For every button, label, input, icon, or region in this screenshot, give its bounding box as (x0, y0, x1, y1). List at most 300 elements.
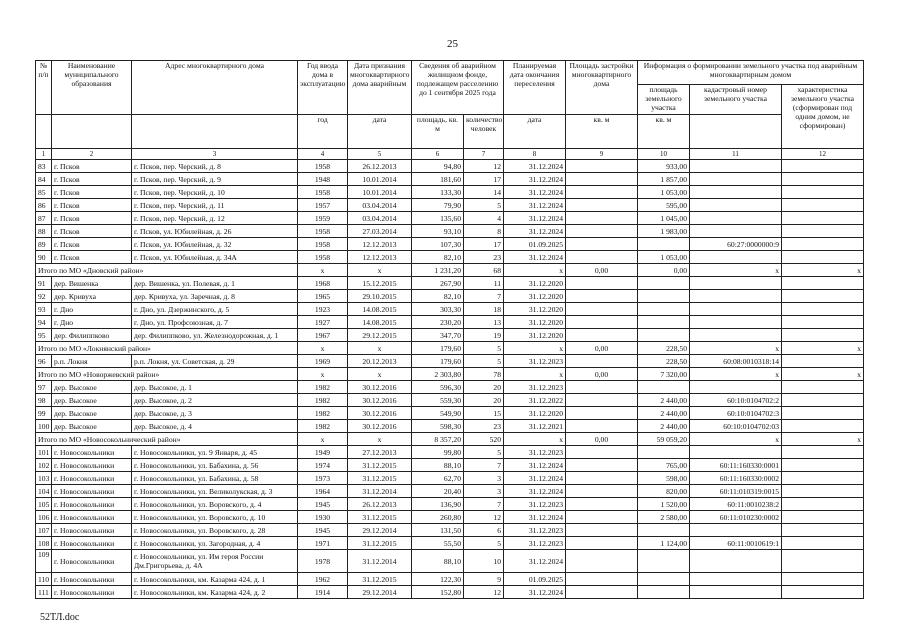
table-cell: 5 (464, 446, 504, 459)
table-cell (782, 407, 864, 420)
table-cell (566, 472, 638, 485)
subtotal-cell: x (504, 368, 566, 381)
table-cell (566, 511, 638, 524)
table-cell (690, 573, 782, 586)
table-cell (566, 329, 638, 342)
table-cell: г. Псков, ул. Юбилейная, д. 32 (132, 238, 298, 251)
table-cell (690, 212, 782, 225)
table-cell: 5 (464, 199, 504, 212)
table-cell: 27.03.2014 (348, 225, 412, 238)
subtotal-cell: 59 059,20 (638, 433, 690, 446)
table-cell: 12.12.2013 (348, 251, 412, 264)
table-cell (690, 316, 782, 329)
table-cell: 5 (464, 355, 504, 368)
table-cell: 29.12.2015 (348, 329, 412, 342)
table-cell (782, 394, 864, 407)
table-cell: 31.12.2024 (504, 212, 566, 225)
table-row (36, 394, 864, 407)
subtotal-cell: x (782, 264, 864, 277)
subtotal-cell: x (298, 264, 348, 277)
table-cell: 1957 (298, 199, 348, 212)
table-cell (782, 485, 864, 498)
table-cell (782, 511, 864, 524)
table-cell (566, 537, 638, 550)
table-body (36, 160, 864, 599)
table-cell: 31.12.2021 (504, 420, 566, 433)
table-cell: 17 (464, 173, 504, 186)
table-cell: г. Псков, пер. Черский, д. 9 (132, 173, 298, 186)
table-cell: 1 520,00 (638, 498, 690, 511)
table-cell (782, 316, 864, 329)
table-cell: 31.12.2024 (504, 472, 566, 485)
header-date: дата (348, 115, 412, 149)
table-cell (638, 277, 690, 290)
table-cell: г. Псков, пер. Черский, д. 10 (132, 186, 298, 199)
table-cell: 31.12.2020 (504, 303, 566, 316)
subtotal-cell: x (504, 264, 566, 277)
table-cell (690, 160, 782, 173)
table-cell (690, 381, 782, 394)
table-cell: 31.12.2024 (504, 511, 566, 524)
table-cell: 31.12.2024 (504, 550, 566, 573)
table-cell: 31.12.2022 (504, 394, 566, 407)
table-cell: 8 (464, 225, 504, 238)
header-year-built: Год ввода дома в эксплуатацию (298, 61, 348, 115)
table-cell: 152,80 (412, 586, 464, 599)
table-cell: дер. Вишенка (52, 277, 132, 290)
subtotal-row (36, 342, 864, 355)
table-row (36, 173, 864, 186)
table-cell: г. Дно (52, 303, 132, 316)
table-cell: 765,00 (638, 459, 690, 472)
table-cell (690, 277, 782, 290)
table-cell: 31.12.2023 (504, 498, 566, 511)
table-cell (690, 173, 782, 186)
table-cell (782, 225, 864, 238)
table-row (36, 290, 864, 303)
table-cell: г. Псков, пер. Черский, д. 12 (132, 212, 298, 225)
table-cell: 31.12.2024 (504, 160, 566, 173)
table-cell: 31.12.2023 (504, 446, 566, 459)
subtotal-cell: 78 (464, 368, 504, 381)
subtotal-cell: 0,00 (566, 368, 638, 381)
table-cell (782, 160, 864, 173)
table-cell: 1982 (298, 407, 348, 420)
table-cell: 31.12.2024 (504, 459, 566, 472)
table-row (36, 459, 864, 472)
subtotal-cell: x (782, 342, 864, 355)
table-cell: 104 (36, 485, 52, 498)
table-cell: 1982 (298, 381, 348, 394)
table-cell: 15.12.2015 (348, 277, 412, 290)
table-cell: 82,10 (412, 290, 464, 303)
subtotal-cell: x (298, 368, 348, 381)
header-unit-land: кв. м (638, 115, 690, 149)
header-cadastral: кадастровый номер земельного участка (690, 85, 782, 115)
subtotal-row (36, 368, 864, 381)
table-cell: 2 440,00 (638, 420, 690, 433)
subtotal-cell: x (690, 264, 782, 277)
table-cell: 60:11:0010619:1 (690, 537, 782, 550)
table-cell: 267,90 (412, 277, 464, 290)
subtotal-cell: 179,60 (412, 342, 464, 355)
table-cell: 89 (36, 238, 52, 251)
table-cell: 1971 (298, 537, 348, 550)
table-cell: 31.12.2015 (348, 472, 412, 485)
table-cell: 10.01.2014 (348, 186, 412, 199)
table-cell: дер. Высокое (52, 381, 132, 394)
table-cell: 62,70 (412, 472, 464, 485)
table-cell (782, 537, 864, 550)
table-cell: г. Новосокольники (52, 459, 132, 472)
table-cell (690, 446, 782, 459)
table-cell: 230,20 (412, 316, 464, 329)
table-cell (782, 238, 864, 251)
table-cell: 1945 (298, 498, 348, 511)
table-cell: 108 (36, 537, 52, 550)
col-index: 5 (348, 149, 412, 160)
table-cell (566, 212, 638, 225)
table-cell: 94 (36, 316, 52, 329)
table-cell: г. Псков (52, 160, 132, 173)
table-cell: 14.08.2015 (348, 303, 412, 316)
table-row (36, 160, 864, 173)
table-cell: 1958 (298, 238, 348, 251)
table-cell: 1 053,00 (638, 251, 690, 264)
table-cell: дер. Кривуха (52, 290, 132, 303)
table-cell (690, 290, 782, 303)
table-cell (566, 407, 638, 420)
col-index: 11 (690, 149, 782, 160)
table-cell (566, 381, 638, 394)
table-cell: г. Новосокольники (52, 472, 132, 485)
table-cell (782, 472, 864, 485)
table-cell: дер. Высокое, д. 4 (132, 420, 298, 433)
table-cell: 31.12.2015 (348, 537, 412, 550)
table-cell: г. Псков, ул. Юбилейная, д. 26 (132, 225, 298, 238)
emergency-housing-table (35, 60, 864, 599)
table-cell: г. Псков (52, 173, 132, 186)
table-cell (782, 524, 864, 537)
table-cell: г. Новосокольники, ул. Загородная, д. 4 (132, 537, 298, 550)
table-cell: 31.12.2020 (504, 277, 566, 290)
table-cell: 7 (464, 459, 504, 472)
table-cell (782, 550, 864, 573)
table-cell: г. Новосокольники (52, 485, 132, 498)
table-cell (690, 303, 782, 316)
table-cell (566, 290, 638, 303)
table-cell: 29.12.2014 (348, 586, 412, 599)
table-cell (638, 329, 690, 342)
table-cell: 60:11:010230:0002 (690, 511, 782, 524)
table-cell: 60:10:0104702:03 (690, 420, 782, 433)
table-cell: 559,30 (412, 394, 464, 407)
table-cell: 7 (464, 290, 504, 303)
table-cell: 31.12.2014 (348, 485, 412, 498)
table-cell: 1930 (298, 511, 348, 524)
subtotal-cell: 2 303,80 (412, 368, 464, 381)
table-cell: 260,80 (412, 511, 464, 524)
table-cell: г. Псков (52, 199, 132, 212)
col-index: 6 (412, 149, 464, 160)
table-cell: 109 (36, 550, 52, 573)
subtotal-cell: 0,00 (566, 264, 638, 277)
table-cell: 31.12.2020 (504, 407, 566, 420)
table-cell: 94,80 (412, 160, 464, 173)
table-cell: 31.12.2024 (504, 225, 566, 238)
table-row (36, 498, 864, 511)
table-cell: 13 (464, 316, 504, 329)
table-row (36, 316, 864, 329)
table-cell: 01.09.2025 (504, 573, 566, 586)
table-cell: 1964 (298, 485, 348, 498)
table-cell: р.п. Локня (52, 355, 132, 368)
table-cell: 1 053,00 (638, 186, 690, 199)
table-row (36, 238, 864, 251)
table-cell (566, 225, 638, 238)
table-cell: г. Дно, ул. Дзержинского, д. 5 (132, 303, 298, 316)
table-cell: г. Новосокольники (52, 550, 132, 573)
table-cell: 135,60 (412, 212, 464, 225)
table-row (36, 199, 864, 212)
table-row (36, 277, 864, 290)
table-cell: 820,00 (638, 485, 690, 498)
table-row (36, 381, 864, 394)
table-cell: 1965 (298, 290, 348, 303)
table-cell: г. Новосокольники, км. Казарма 424, д. 2 (132, 586, 298, 599)
header-num: № п/п (36, 61, 52, 115)
table-cell: 303,30 (412, 303, 464, 316)
table-cell (566, 394, 638, 407)
table-row (36, 573, 864, 586)
table-cell (782, 173, 864, 186)
table-row (36, 225, 864, 238)
table-cell: 1 857,00 (638, 173, 690, 186)
header-address: Адрес многоквартирного дома (132, 61, 298, 115)
table-cell (690, 524, 782, 537)
table-cell: 15 (464, 407, 504, 420)
table-cell: г. Псков (52, 186, 132, 199)
table-cell: 26.12.2013 (348, 498, 412, 511)
header-area-sqm: площадь, кв. м (412, 115, 464, 149)
table-cell: 1914 (298, 586, 348, 599)
table-cell (782, 303, 864, 316)
table-cell: г. Новосокольники (52, 573, 132, 586)
table-cell (690, 329, 782, 342)
table-cell: 96 (36, 355, 52, 368)
table-cell: 1969 (298, 355, 348, 368)
table-cell: 1978 (298, 550, 348, 573)
table-cell: 03.04.2014 (348, 199, 412, 212)
table-cell (638, 573, 690, 586)
table-cell: 19 (464, 329, 504, 342)
subtotal-label: Итого по МО «Новоржевский район» (36, 368, 298, 381)
table-cell: 84 (36, 173, 52, 186)
table-cell: 88,10 (412, 459, 464, 472)
table-cell: 31.12.2023 (504, 524, 566, 537)
table-cell (566, 446, 638, 459)
table-cell: 595,00 (638, 199, 690, 212)
table-cell: 12.12.2013 (348, 238, 412, 251)
table-cell: 31.12.2024 (504, 251, 566, 264)
table-cell (690, 199, 782, 212)
table-cell: г. Дно, ул. Профсоюзная, д. 7 (132, 316, 298, 329)
table-cell: 2 440,00 (638, 407, 690, 420)
table-cell: 20 (464, 381, 504, 394)
table-cell (566, 251, 638, 264)
table-cell: 1973 (298, 472, 348, 485)
subtotal-cell: x (782, 368, 864, 381)
table-cell: 60:11:0010238:2 (690, 498, 782, 511)
table-cell: 2 580,00 (638, 511, 690, 524)
table-cell (638, 381, 690, 394)
table-cell: 3 (464, 485, 504, 498)
header-built-area: Площадь застройки многоквартирного дома (566, 61, 638, 115)
table-cell (566, 173, 638, 186)
table-cell: 31.12.2020 (504, 316, 566, 329)
table-cell: 102 (36, 459, 52, 472)
subtotal-cell: x (348, 368, 412, 381)
table-cell: 29.12.2014 (348, 524, 412, 537)
table-cell: 55,50 (412, 537, 464, 550)
table-cell: 31.12.2020 (504, 290, 566, 303)
col-index: 4 (298, 149, 348, 160)
table-cell: г. Новосокольники (52, 524, 132, 537)
table-cell: 136,90 (412, 498, 464, 511)
table-cell (782, 446, 864, 459)
table-cell: 2 440,00 (638, 394, 690, 407)
header-unit-built: кв. м (566, 115, 638, 149)
table-cell: 179,60 (412, 355, 464, 368)
table-cell: г. Псков, пер. Черский, д. 11 (132, 199, 298, 212)
table-cell: 9 (464, 573, 504, 586)
table-cell: 30.12.2016 (348, 420, 412, 433)
table-cell: г. Новосокольники, ул. Великолукская, д. 3 (132, 485, 298, 498)
subtotal-cell: 7 320,00 (638, 368, 690, 381)
table-cell: 20 (464, 394, 504, 407)
table-cell: 1982 (298, 394, 348, 407)
subtotal-cell: x (782, 433, 864, 446)
table-cell: дер. Высокое (52, 394, 132, 407)
table-cell: 1974 (298, 459, 348, 472)
table-cell: г. Псков (52, 225, 132, 238)
col-index: 3 (132, 149, 298, 160)
table-cell (566, 573, 638, 586)
table-cell: 1958 (298, 251, 348, 264)
table-cell: 23 (464, 420, 504, 433)
table-cell: дер. Вишенка, ул. Полевая, д. 1 (132, 277, 298, 290)
table-cell (638, 238, 690, 251)
header-year: год (298, 115, 348, 149)
table-cell: 86 (36, 199, 52, 212)
table-cell: г. Новосокольники (52, 446, 132, 459)
table-cell: 18 (464, 303, 504, 316)
subtotal-row (36, 433, 864, 446)
table-cell: 107 (36, 524, 52, 537)
table-cell: 1 045,00 (638, 212, 690, 225)
col-index: 1 (36, 149, 52, 160)
column-index-row (36, 149, 864, 160)
table-cell: 10.01.2014 (348, 173, 412, 186)
table-cell: 60:11:010319:0015 (690, 485, 782, 498)
subtotal-cell: x (504, 433, 566, 446)
table-cell: 97 (36, 381, 52, 394)
table-cell: 1945 (298, 524, 348, 537)
table-cell (566, 586, 638, 599)
table-cell: 1923 (298, 303, 348, 316)
table-cell: 30.12.2016 (348, 407, 412, 420)
table-cell: г. Псков, пер. Черский, д. 8 (132, 160, 298, 173)
table-cell: 30.12.2016 (348, 394, 412, 407)
subtotal-cell: x (348, 342, 412, 355)
table-cell: 596,30 (412, 381, 464, 394)
table-cell: 1949 (298, 446, 348, 459)
table-cell: дер. Высокое (52, 420, 132, 433)
table-cell: 29.10.2015 (348, 290, 412, 303)
table-cell (782, 186, 864, 199)
table-cell: 31.12.2015 (348, 459, 412, 472)
header-people: количество человек (464, 115, 504, 149)
col-index: 12 (782, 149, 864, 160)
subtotal-cell: x (348, 433, 412, 446)
table-cell: дер. Высокое, д. 2 (132, 394, 298, 407)
table-cell: 1958 (298, 225, 348, 238)
table-cell: 31.12.2024 (504, 186, 566, 199)
table-cell: 27.12.2013 (348, 446, 412, 459)
table-row (36, 420, 864, 433)
table-cell: 228,50 (638, 355, 690, 368)
table-cell: 95 (36, 329, 52, 342)
table-cell: дер. Высокое, д. 3 (132, 407, 298, 420)
table-cell: 110 (36, 573, 52, 586)
table-cell: г. Дно (52, 316, 132, 329)
table-cell: 99,80 (412, 446, 464, 459)
table-cell: 60:10:0104702:3 (690, 407, 782, 420)
table-cell: 131,50 (412, 524, 464, 537)
table-cell (566, 550, 638, 573)
table-cell: г. Псков (52, 238, 132, 251)
table-cell: 88 (36, 225, 52, 238)
table-row (36, 251, 864, 264)
table-cell: 181,60 (412, 173, 464, 186)
subtotal-cell: x (348, 264, 412, 277)
col-index: 8 (504, 149, 566, 160)
table-cell: 7 (464, 498, 504, 511)
table-cell: 1958 (298, 186, 348, 199)
table-cell: г. Новосокольники (52, 537, 132, 550)
table-cell: 99 (36, 407, 52, 420)
header-land-char: характеристика земельного участка (сформирован под одним домом, не сформирован) (782, 85, 864, 149)
page-number: 25 (447, 38, 458, 50)
table-cell: 31.12.2024 (504, 485, 566, 498)
table-cell (566, 524, 638, 537)
table-cell (782, 381, 864, 394)
table-cell: 549,90 (412, 407, 464, 420)
table-cell: 10 (464, 550, 504, 573)
table-cell (690, 586, 782, 599)
table-cell: г. Новосокольники (52, 586, 132, 599)
table-cell (782, 251, 864, 264)
table-cell (566, 498, 638, 511)
table-cell: 6 (464, 524, 504, 537)
table-cell: 60:10:0104702:2 (690, 394, 782, 407)
table-cell (782, 277, 864, 290)
table-cell (638, 316, 690, 329)
table-cell: 347,70 (412, 329, 464, 342)
subtotal-cell: x (690, 368, 782, 381)
table-cell: дер. Филиппково (52, 329, 132, 342)
subtotal-cell: 0,00 (566, 433, 638, 446)
